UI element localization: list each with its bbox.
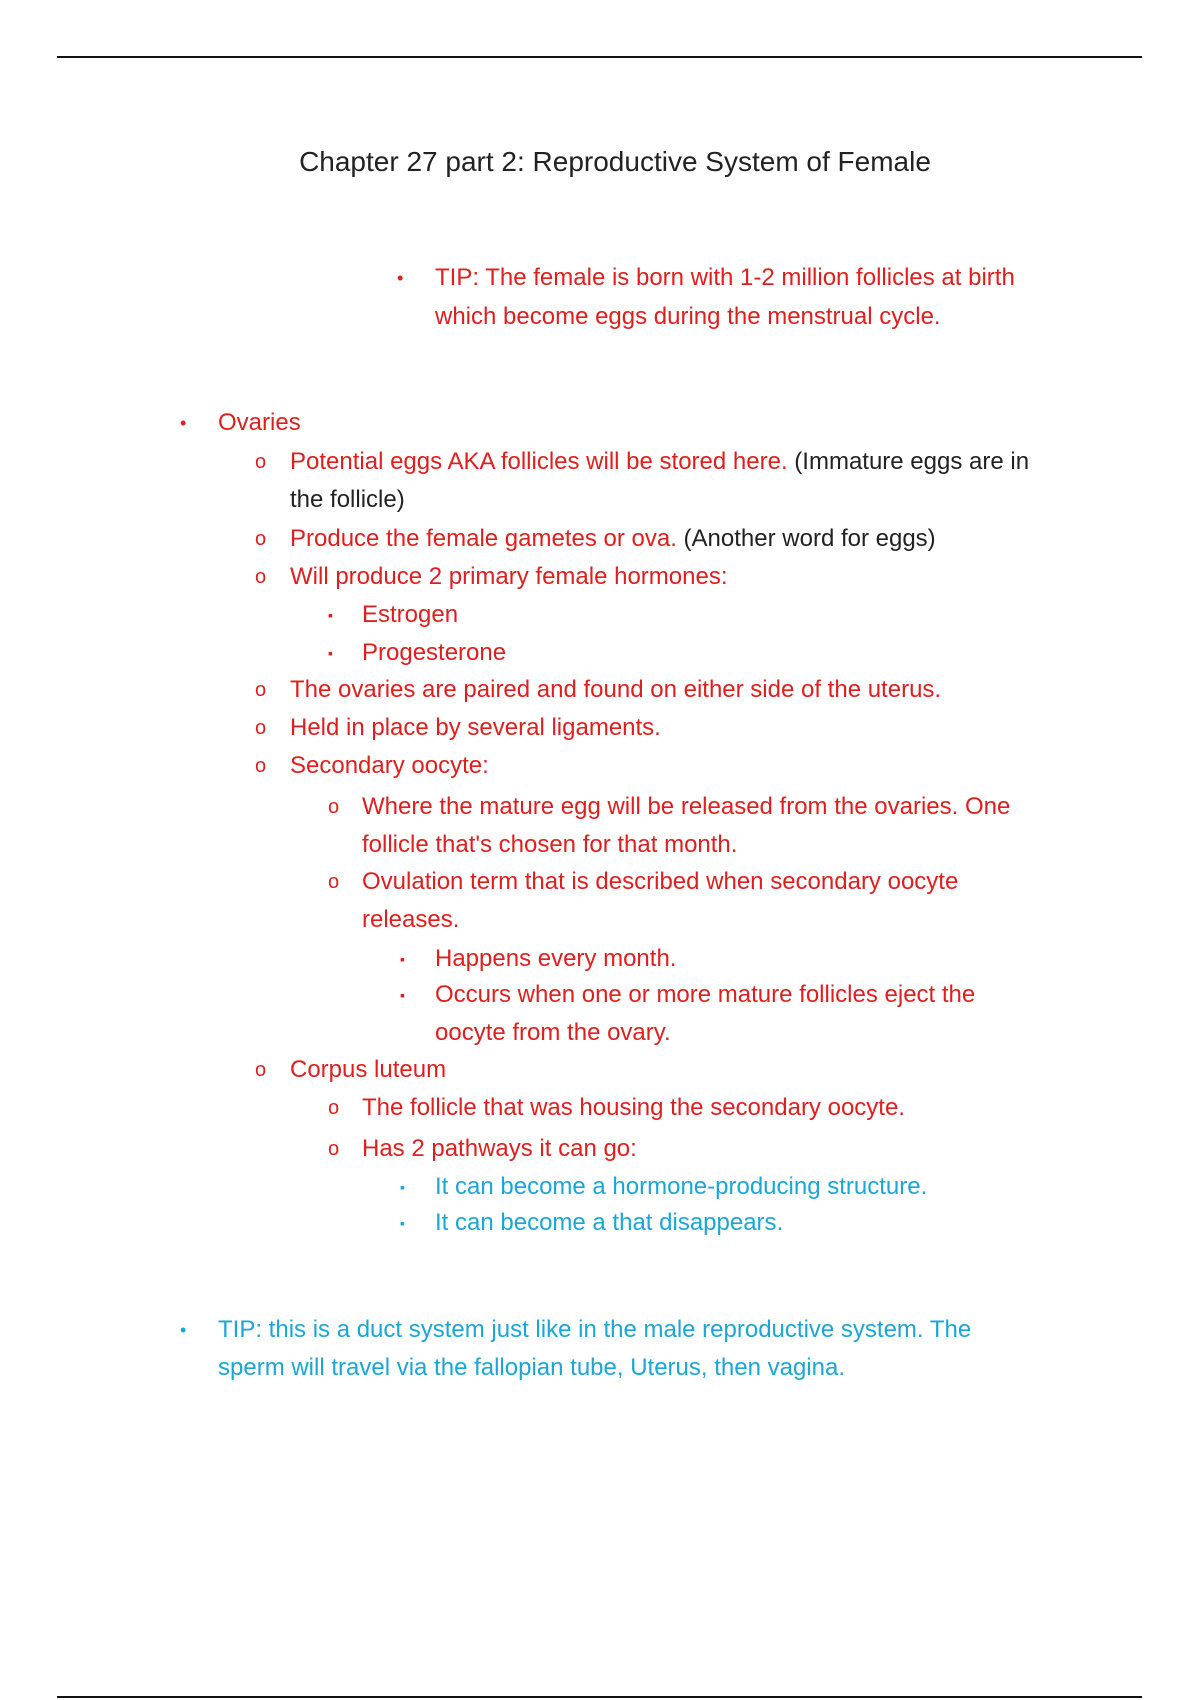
produce-black: (Another word for eggs) (676, 525, 936, 552)
bullet-square-icon: ▪ (400, 1179, 405, 1195)
tip1-line2: which become eggs during the menstrual cycle. (435, 303, 941, 330)
bullet-square-icon: ▪ (400, 951, 405, 967)
bullet-disc-icon: • (397, 268, 404, 288)
secondary-item: Secondary oocyte: (290, 752, 489, 779)
ovulation-line1: Ovulation term that is described when secondary oocyte (362, 868, 959, 895)
bullet-circle-icon: o (328, 871, 340, 893)
hormones-item: Will produce 2 primary female hormones: (290, 563, 728, 590)
bullet-circle-icon: o (255, 451, 267, 473)
tip2-line1: TIP: this is a duct system just like in the male reproductive system. The (218, 1316, 972, 1343)
bullet-square-icon: ▪ (400, 987, 405, 1003)
occurs-line2: oocyte from the ovary. (435, 1019, 671, 1046)
top-rule (57, 56, 1142, 58)
bottom-rule (57, 1696, 1142, 1698)
list-item (290, 447, 1029, 477)
where-line2: follicle that's chosen for that month. (362, 831, 738, 858)
list-item (290, 524, 936, 554)
tip1-line1: TIP: The female is born with 1-2 million follicles at birth (435, 264, 1015, 291)
ovulation-line2: releases. (362, 906, 460, 933)
estrogen-item: Estrogen (362, 601, 459, 628)
produce-red: Produce the female gametes or ova. (290, 525, 677, 552)
bullet-circle-icon: o (255, 755, 267, 777)
bullet-circle-icon: o (328, 1097, 340, 1119)
potential-black-cont: the follicle) (290, 486, 405, 513)
page-title: Chapter 27 part 2: Reproductive System of Female (299, 146, 931, 177)
corpus-item: Corpus luteum (290, 1056, 447, 1083)
ovaries-heading: Ovaries (218, 409, 301, 436)
bullet-circle-icon: o (255, 717, 267, 739)
where-line1: Where the mature egg will be released from the ovaries. One (362, 793, 1011, 820)
bullet-square-icon: ▪ (328, 645, 333, 661)
bullet-square-icon: ▪ (328, 607, 333, 623)
bullet-circle-icon: o (255, 528, 267, 550)
paired-item: The ovaries are paired and found on either side of the uterus. (290, 676, 942, 703)
progesterone-item: Progesterone (362, 639, 507, 666)
bullet-circle-icon: o (328, 796, 340, 818)
happens-item: Happens every month. (435, 945, 677, 972)
path2-item: It can become a that disappears. (435, 1209, 784, 1236)
bullet-square-icon: ▪ (400, 1215, 405, 1231)
bullet-circle-icon: o (255, 679, 267, 701)
housing-item: The follicle that was housing the secondary oocyte. (362, 1094, 905, 1121)
pathways-item: Has 2 pathways it can go: (362, 1135, 637, 1162)
bullet-disc-icon: • (180, 1320, 187, 1340)
bullet-circle-icon: o (255, 1059, 267, 1081)
path1-item: It can become a hormone-producing structure. (435, 1173, 928, 1200)
bullet-circle-icon: o (328, 1138, 340, 1160)
tip2-line2: sperm will travel via the fallopian tube, Uterus, then vagina. (218, 1354, 845, 1381)
potential-black: (Immature eggs are in (787, 448, 1030, 475)
potential-red: Potential eggs AKA follicles will be stored here. (290, 448, 788, 475)
bullet-disc-icon: • (180, 413, 187, 433)
occurs-line1: Occurs when one or more mature follicles eject the (435, 981, 976, 1008)
bullet-circle-icon: o (255, 566, 267, 588)
held-item: Held in place by several ligaments. (290, 714, 661, 741)
